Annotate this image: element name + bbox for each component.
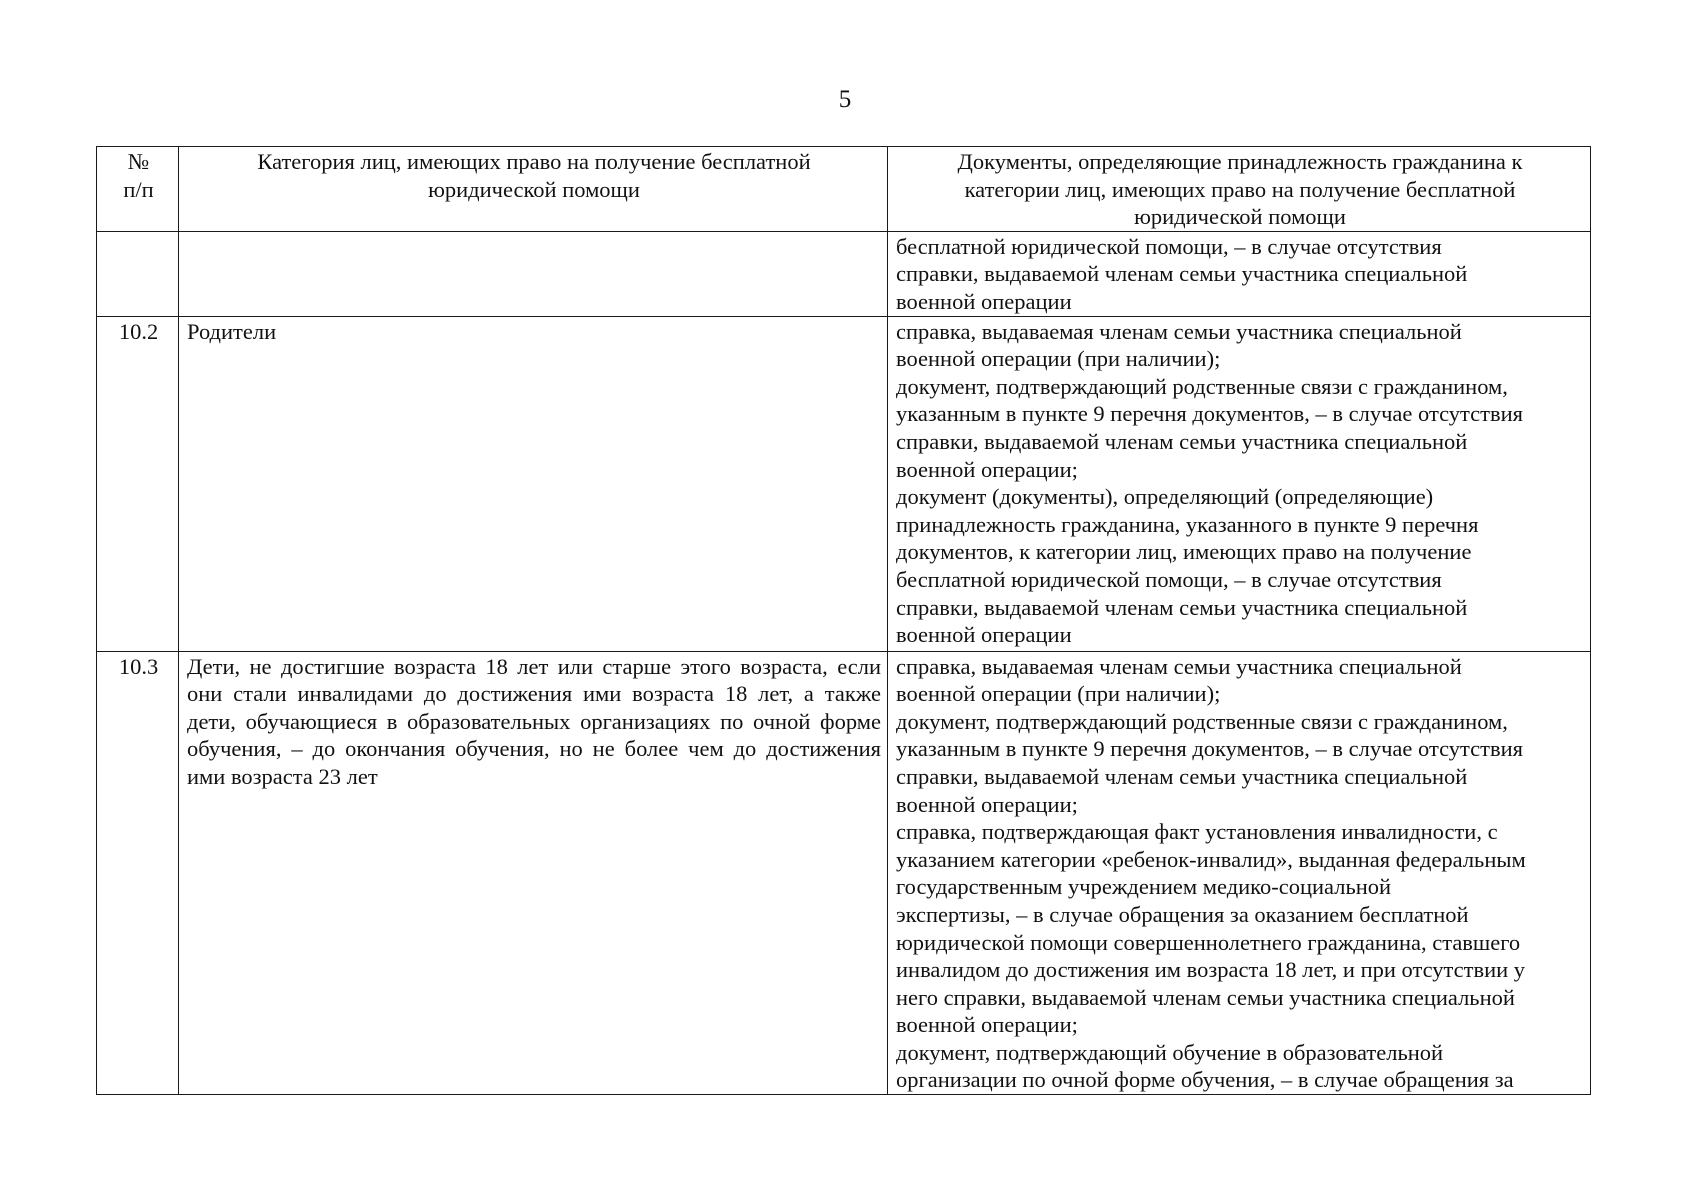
eligibility-documents-table <box>96 146 1591 1095</box>
document-line: справка, выдаваемая членам семьи участника специальной <box>896 318 1462 344</box>
row-number-cell: 10.2 <box>97 316 179 651</box>
row-number-cell: 10.3 <box>97 651 179 1095</box>
header-documents-line: Документы, определяющие принадлежность гражданина к <box>957 149 1523 174</box>
header-category-line: юридической помощи <box>428 176 640 202</box>
row-category-cell <box>179 231 888 316</box>
page-number: 5 <box>838 86 852 113</box>
row-category-cell <box>179 651 888 1095</box>
document-line: бесплатной юридической помощи, – в случае отсутствия <box>896 566 1442 592</box>
document-line: бесплатной юридической помощи, – в случае отсутствия <box>896 233 1442 259</box>
document-line: указанием категории «ребенок-инвалид», выданная федеральным <box>896 846 1526 872</box>
document-line: принадлежность гражданина, указанного в пункте 9 перечня <box>896 511 1479 537</box>
document-line: документ, подтверждающий обучение в образовательной <box>896 1039 1444 1065</box>
row-documents-cell <box>888 316 1591 651</box>
table-header-row <box>97 147 1591 232</box>
document-line: экспертизы, – в случае обращения за оказанием бесплатной <box>896 901 1469 927</box>
header-documents-cell <box>888 147 1591 232</box>
document-line: военной операции <box>896 622 1072 648</box>
document-line: государственным учреждением медико-социальной <box>896 874 1392 900</box>
document-line: документ (документы), определяющий (определяющие) <box>896 484 1434 510</box>
document-line: справки, выдаваемой членам семьи участника специальной <box>896 261 1468 287</box>
document-line: военной операции <box>896 288 1072 314</box>
document-line: справки, выдаваемой членам семьи участника специальной <box>896 763 1468 789</box>
header-number-line: № <box>127 149 150 174</box>
row-category-cell: Родители <box>179 316 888 651</box>
table-row <box>97 231 1591 316</box>
document-line: организации по очной форме обучения, – в случае обращения за <box>896 1067 1514 1093</box>
row-documents-cell <box>888 231 1591 316</box>
header-category-cell <box>179 147 888 232</box>
header-documents-line: категории лиц, имеющих право на получение бесплатной <box>964 176 1516 202</box>
document-line: военной операции (при наличии); <box>896 346 1221 372</box>
header-documents-line: юридической помощи <box>1134 204 1346 230</box>
document-line: военной операции; <box>896 456 1078 482</box>
document-line: юридической помощи совершеннолетнего гражданина, ставшего <box>896 929 1521 955</box>
document-line: документ, подтверждающий родственные связи с гражданином, <box>896 373 1508 399</box>
header-number-line: п/п <box>123 176 154 202</box>
document-line: него справки, выдаваемой членам семьи участника специальной <box>896 984 1515 1010</box>
document-line: справки, выдаваемой членам семьи участника специальной <box>896 428 1468 454</box>
document-line: справки, выдаваемой членам семьи участника специальной <box>896 594 1468 620</box>
header-category-line: Категория лиц, имеющих право на получение бесплатной <box>257 149 811 174</box>
header-number-cell <box>97 147 179 232</box>
document-line: указанным в пункте 9 перечня документов, – в случае отсутствия <box>896 736 1523 762</box>
document-line: документ, подтверждающий родственные связи с гражданином, <box>896 708 1508 734</box>
document-line: военной операции (при наличии); <box>896 681 1221 707</box>
document-line: инвалидом до достижения им возраста 18 лет, и при отсутствии у <box>896 957 1526 983</box>
row-documents-cell <box>888 651 1591 1095</box>
row-number-cell <box>97 231 179 316</box>
table-row <box>97 316 1591 651</box>
document-line: указанным в пункте 9 перечня документов, – в случае отсутствия <box>896 401 1523 427</box>
document-line: справка, выдаваемая членам семьи участника специальной <box>896 653 1462 679</box>
document-line: военной операции; <box>896 1012 1078 1038</box>
document-line: военной операции; <box>896 791 1078 817</box>
document-line: справка, подтверждающая факт установления инвалидности, с <box>896 819 1498 845</box>
table-row <box>97 651 1591 1095</box>
category-text: Дети, не достигшие возраста 18 лет или старше этого возраста, если они стали инвалидами до достижения ими возраста 18 лет, а также дети, обучающиеся в образовательных организациях по очной форме обучения, – до окончания обучения, но не более чем до достижения ими возраста 23 лет <box>187 653 881 789</box>
document-line: документов, к категории лиц, имеющих право на получение <box>896 539 1472 565</box>
